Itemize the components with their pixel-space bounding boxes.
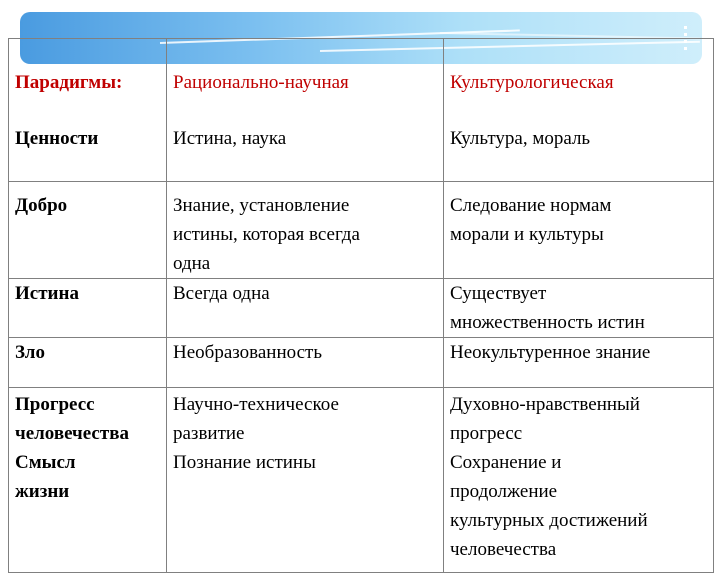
row-cultural-cell: Следование нормам морали и культуры [444, 182, 714, 279]
row-value-cell: Прогресс человечества Смысл жизни [9, 388, 167, 573]
row-rational-cell: Знание, установление истины, которая всегда одна [167, 182, 444, 279]
header-cultural-values: Культура, мораль [450, 128, 591, 149]
header-cultural-title: Культурологическая [450, 72, 614, 93]
table-row [9, 338, 714, 388]
table-row [9, 388, 714, 573]
header-rational-values: Истина, наука [173, 128, 287, 149]
table-row [9, 279, 714, 338]
row-rational-cell: Необразованность [167, 338, 444, 388]
row-value-cell: Зло [9, 338, 167, 388]
header-cell-rational [167, 39, 444, 182]
row-value-cell: Добро [9, 182, 167, 279]
row-rational-cell: Всегда одна [167, 279, 444, 338]
row-cultural-cell: Неокультуренное знание [444, 338, 714, 388]
row-cultural-cell: Существует множественность истин [444, 279, 714, 338]
table-header-row [9, 39, 714, 182]
row-cultural-cell: Духовно-нравственный прогресс Сохранение и продолжение культурных достижений человечества [444, 388, 714, 573]
paradigms-table [8, 38, 714, 573]
row-value-cell: Истина [9, 279, 167, 338]
table-row [9, 182, 714, 279]
header-paradigms-label: Парадигмы: [15, 72, 123, 93]
header-values-label: Ценности [15, 128, 99, 149]
header-rational-title: Рационально-научная [173, 72, 349, 93]
header-cell-paradigms [9, 39, 167, 182]
header-cell-cultural [444, 39, 714, 182]
row-rational-cell: Научно-техническое развитие Познание истины [167, 388, 444, 573]
